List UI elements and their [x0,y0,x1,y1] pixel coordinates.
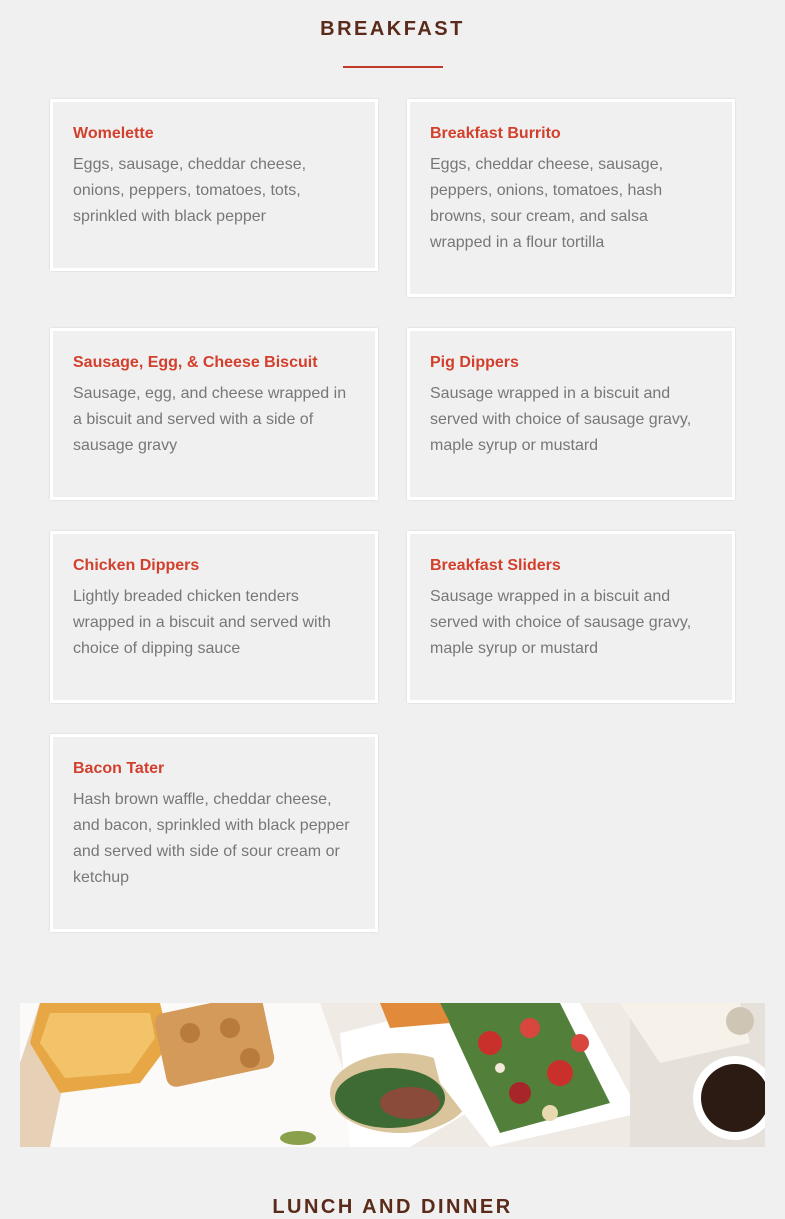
menu-item-sausage-egg-cheese-biscuit [50,328,378,500]
menu-item-description: Hash brown waffle, cheddar cheese, and bacon, sprinkled with black pepper and served with side of sour cream or ketchup [73,791,350,886]
menu-item-name: Breakfast Sliders [430,557,561,574]
menu-item-breakfast-sliders [407,531,735,703]
menu-item-bacon-tater [50,734,378,932]
menu-item-name: Sausage, Egg, & Cheese Biscuit [73,354,318,371]
menu-item-name: Bacon Tater [73,760,165,777]
menu-item-description: Sausage, egg, and cheese wrapped in a biscuit and served with a side of sausage gravy [73,385,347,454]
lunch-dinner-section-title: LUNCH AND DINNER [272,1196,513,1218]
menu-item-name: Pig Dippers [430,354,519,371]
menu-item-name: Breakfast Burrito [430,125,561,142]
menu-item-chicken-dippers [50,531,378,703]
menu-item-name: Womelette [73,125,154,142]
menu-item-womelette [50,99,378,271]
menu-item-description: Lightly breaded chicken tenders wrapped in a biscuit and served with choice of dipping sauce [73,588,331,657]
menu-item-pig-dippers [407,328,735,500]
menu-item-description: Sausage wrapped in a biscuit and served with choice of sausage gravy, maple syrup or mustard [430,588,692,657]
breakfast-section-title: BREAKFAST [320,18,465,40]
food-banner-image [20,1003,765,1147]
title-divider [343,66,443,68]
menu-item-description: Eggs, cheddar cheese, sausage, peppers, onions, tomatoes, hash browns, sour cream, and salsa wrapped in a flour tortilla [430,156,664,251]
menu-item-name: Chicken Dippers [73,557,200,574]
menu-item-description: Eggs, sausage, cheddar cheese, onions, peppers, tomatoes, tots, sprinkled with black pepper [73,156,307,225]
menu-item-description: Sausage wrapped in a biscuit and served with choice of sausage gravy, maple syrup or mustard [430,385,692,454]
menu-item-breakfast-burrito [407,99,735,297]
